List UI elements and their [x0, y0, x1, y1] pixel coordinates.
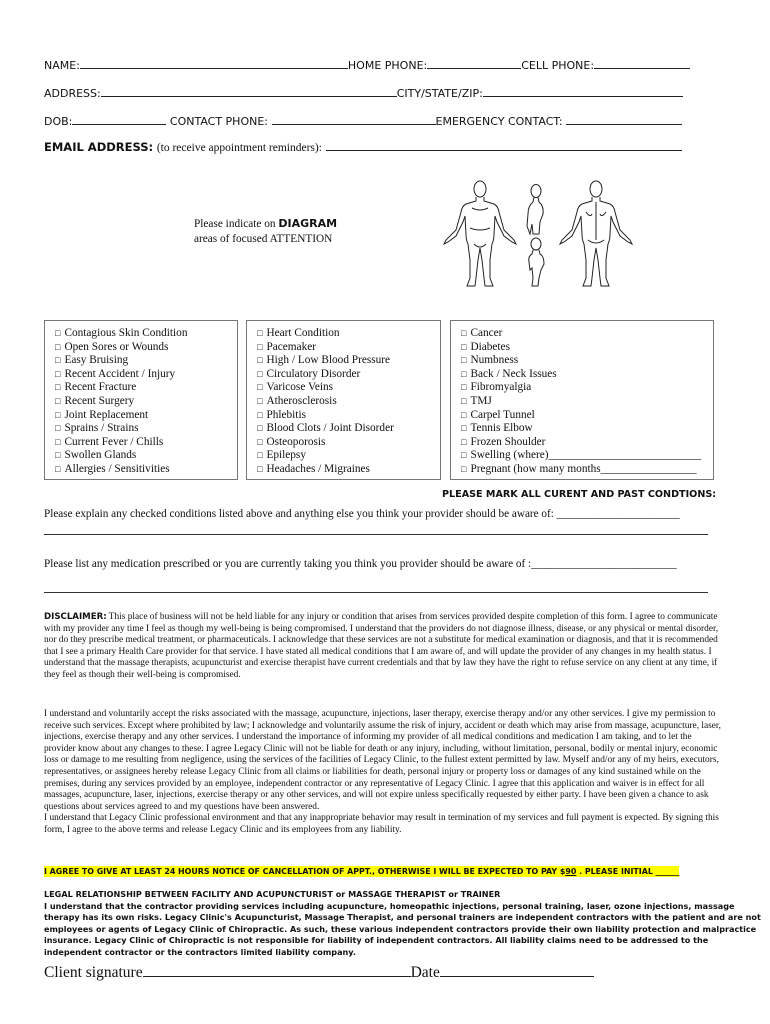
condition-item[interactable]	[257, 449, 440, 463]
condition-item[interactable]	[461, 449, 713, 463]
condition-item[interactable]	[257, 436, 440, 450]
condition-label: Allergies / Sensitivities	[64, 462, 170, 475]
condition-label: Phlebitis	[266, 408, 306, 421]
condition-label: High / Low Blood Pressure	[266, 354, 391, 367]
condition-label: Recent Surgery	[64, 394, 135, 407]
condition-label: Frozen Shoulder	[470, 435, 546, 448]
disclaimer-label: DISCLAIMER:	[44, 612, 107, 622]
checkbox-icon[interactable]: □	[461, 368, 467, 379]
condition-item[interactable]	[257, 368, 440, 382]
condition-label: Back / Neck Issues	[470, 367, 557, 380]
checkbox-icon[interactable]: □	[55, 382, 61, 393]
explain-answer-line[interactable]	[44, 534, 708, 535]
checkbox-icon[interactable]: □	[55, 423, 61, 434]
checkbox-icon[interactable]: □	[55, 436, 61, 447]
cell-phone-label: CELL PHONE:	[521, 59, 595, 72]
condition-item[interactable]	[461, 436, 713, 450]
legal-heading: LEGAL RELATIONSHIP BETWEEN FACILITY AND ACUPUNCTURIST or MASSAGE THERAPIST or TRAINER	[44, 889, 501, 899]
condition-label: TMJ	[470, 394, 492, 407]
body-side-lower-icon	[529, 238, 544, 286]
condition-label: Contagious Skin Condition	[64, 327, 188, 339]
checkbox-icon[interactable]: □	[55, 368, 61, 379]
condition-label: Circulatory Disorder	[266, 367, 361, 380]
checkbox-icon[interactable]: □	[257, 341, 263, 352]
dob-row	[44, 113, 682, 128]
emergency-contact-field[interactable]	[566, 113, 682, 125]
email-field[interactable]	[326, 139, 682, 151]
conditions-col-1	[44, 320, 238, 480]
condition-item[interactable]	[55, 422, 237, 436]
condition-label: Varicose Veins	[266, 381, 334, 394]
checkbox-icon[interactable]: □	[257, 395, 263, 406]
checkbox-icon[interactable]: □	[257, 436, 263, 447]
condition-label: Open Sores or Wounds	[64, 340, 169, 353]
condition-label: Recent Fracture	[64, 381, 137, 394]
checkbox-icon[interactable]: □	[257, 328, 263, 338]
condition-item[interactable]	[257, 381, 440, 395]
condition-item[interactable]	[55, 409, 237, 423]
checkbox-icon[interactable]: □	[461, 436, 467, 447]
date-label: Date	[410, 964, 440, 981]
condition-item[interactable]	[461, 381, 713, 395]
checkbox-icon[interactable]: □	[55, 328, 61, 338]
body-side-upper-icon	[527, 185, 543, 235]
signature-row	[44, 962, 594, 982]
condition-label: Recent Accident / Injury	[64, 367, 176, 380]
city-state-zip-label: CITY/STATE/ZIP:	[396, 87, 483, 100]
condition-item[interactable]	[257, 341, 440, 355]
condition-item[interactable]	[257, 463, 440, 477]
address-field[interactable]	[101, 85, 397, 97]
checkbox-icon[interactable]: □	[55, 341, 61, 352]
contact-phone-label: CONTACT PHONE:	[169, 115, 268, 128]
condition-item[interactable]	[55, 436, 237, 450]
checkbox-icon[interactable]: □	[461, 328, 467, 338]
checkbox-icon[interactable]: □	[461, 395, 467, 406]
condition-item[interactable]	[257, 354, 440, 368]
checkbox-icon[interactable]: □	[257, 368, 263, 379]
condition-item[interactable]	[461, 409, 713, 423]
diagram-prompt: Please indicate on DIAGRAM areas of focused ATTENTION	[194, 217, 338, 245]
condition-item[interactable]	[257, 409, 440, 423]
home-phone-field[interactable]	[427, 57, 521, 69]
checkbox-icon[interactable]: □	[461, 355, 467, 366]
checkbox-icon[interactable]: □	[461, 450, 467, 461]
medication-answer-line[interactable]	[44, 592, 708, 593]
disclaimer-paragraph	[44, 612, 724, 682]
client-signature-label: Client signature	[44, 964, 143, 981]
legal-text: I understand that the contractor providing services including acupuncture, homeopathic injections, personal training, laser, ozone injections, massage therapy has its own risks. Legacy Clinic's Acupuncturist, Massage Therapist, and personal trainers are independent contractors with the patient and are not employees or agents of Legacy Clinic of Chiropractic. As such, these various independent contractors provide their own liability protection and malpractice insurance. Legacy Clinic of Chiropractic is not responsible for liability of independent contractors. All liability claims need to be addressed to the independent contractor or the contractors limited liability company.	[44, 900, 761, 957]
conditions-col-2	[246, 320, 441, 480]
checkbox-icon[interactable]: □	[461, 341, 467, 352]
body-front-icon	[444, 181, 516, 286]
home-phone-label: HOME PHONE:	[347, 59, 428, 72]
condition-item[interactable]	[55, 368, 237, 382]
condition-item[interactable]	[461, 341, 713, 355]
email-row	[44, 139, 682, 154]
consent-text: I understand and voluntarily accept the risks associated with the massage, acupuncture, injections, laser therapy, exercise therapy and/or any other services. I give my permission to receive such services. Except where prohibited by law; I acknowledge and voluntarily assume the risk of injury, accident or death which may arise from massage, acupuncture, laser, injections, exercise therapy and any other services. I understand the importance of informing my provider of all medical conditions and medication I am taking, and to let the provider know about any changes to these. I agree Legacy Clinic will not be liable for death or any injury, including, without limitation, personal, bodily or mental injury, economic loss or damage to me resulting from negligence, using the services of the facilities of Legacy Clinic, to the fullest extent permitted by law. Myself and/or any of my heirs, executors, representatives, or assignees hereby release Legacy Clinic from all claims or liabilities for death, personal injury or property loss or damages of any kind sustained while on the premises, during any services provided by an employee, independent contractor or any representative of Legacy Clinic. I agree that this application and waiver is in effect for all massages, acupuncture, laser, injections, exercise therapy or any other services, and will not expire unless specifically requested by either party. I have been given a chance to ask questions about services agreed to and my questions have been answered.	[44, 709, 721, 812]
condition-label: Epilepsy	[266, 449, 306, 462]
condition-item[interactable]	[461, 395, 713, 409]
condition-label: Pregnant (how many months_________________	[470, 462, 697, 475]
cancellation-initial[interactable]: . PLEASE INITIAL ______	[576, 867, 680, 876]
checkbox-icon[interactable]: □	[257, 355, 263, 366]
condition-item[interactable]	[55, 381, 237, 395]
condition-item[interactable]	[55, 395, 237, 409]
name-row	[44, 57, 690, 72]
condition-item[interactable]	[55, 341, 237, 355]
body-back-icon	[560, 181, 632, 286]
condition-label: Swelling (where)___________________________	[470, 449, 702, 462]
disclaimer-text: This place of business will not be held liable for any injury or condition that arises from services provided despite completion of this form. I agree to communicate with my provider any time I feel as though my well-being is being compromised. I understand that the providers do not diagnose illness, disease, or any physical or mental disorder, nor do they prescribe medical treatment, or pharmaceuticals. I acknowledge that these services are not a substitute for medical examination or diagnosis, and that it is recommended that I see a primary Health Care provider for that service. I have stated all medical conditions that I am aware of, and will update the provider of any changes in my health status. I understand that the massage therapists, acupuncturist and exercise therapist have current credentials and that by law they have the right to refuse service on any client at any time, if they feel as though their well-being is compromised.	[44, 612, 719, 680]
cancellation-amount: 90	[565, 867, 577, 876]
checkbox-icon[interactable]: □	[461, 409, 467, 420]
condition-item[interactable]	[55, 327, 237, 341]
cancellation-notice: I AGREE TO GIVE AT LEAST 24 HOURS NOTICE OF CANCELLATION OF APPT., OTHERWISE I WILL BE EXPECTED TO PAY $90 . PLEASE INITIAL ______	[44, 867, 680, 876]
condition-label: Sprains / Strains	[64, 422, 139, 435]
checkbox-icon[interactable]: □	[257, 463, 263, 474]
checkbox-icon[interactable]: □	[257, 423, 263, 434]
condition-item[interactable]	[461, 463, 713, 477]
condition-item[interactable]	[55, 463, 237, 477]
condition-label: Blood Clots / Joint Disorder	[266, 422, 394, 435]
condition-label: Cancer	[470, 327, 503, 339]
condition-label: Diabetes	[470, 340, 510, 353]
condition-label: Numbness	[470, 354, 519, 367]
emergency-contact-label: EMERGENCY CONTACT:	[435, 115, 563, 128]
checkbox-icon[interactable]: □	[461, 423, 467, 434]
email-note: (to receive appointment reminders):	[156, 142, 322, 154]
city-state-zip-field[interactable]	[483, 85, 683, 97]
legal-section	[44, 889, 764, 959]
checkbox-icon[interactable]: □	[55, 463, 61, 474]
conditions-col-3	[450, 320, 714, 480]
condition-item[interactable]	[257, 422, 440, 436]
body-diagram[interactable]	[440, 178, 636, 290]
condition-label: Osteoporosis	[266, 435, 326, 448]
date-field[interactable]	[440, 962, 594, 977]
checkbox-icon[interactable]: □	[55, 409, 61, 420]
dob-label: DOB:	[44, 115, 73, 128]
condition-label: Fibromyalgia	[470, 381, 532, 394]
dob-field[interactable]	[72, 113, 166, 125]
condition-label: Pacemaker	[266, 340, 316, 353]
consent-text-2: I understand that Legacy Clinic professional environment and that any inappropriate behavior may result in termination of my services and full payment is expected. By signing this form, I agree to the above terms and release Legacy Clinic and its employees from any liability.	[44, 813, 719, 835]
condition-label: Headaches / Migraines	[266, 462, 370, 475]
medication-question: Please list any medication prescribed or you are currently taking you think you provider should be aware of :__________________________	[44, 558, 677, 570]
condition-label: Swollen Glands	[64, 449, 137, 462]
cell-phone-field[interactable]	[594, 57, 690, 69]
checkbox-icon[interactable]: □	[55, 355, 61, 366]
contact-phone-field[interactable]	[272, 113, 436, 125]
name-label: NAME:	[44, 59, 80, 72]
condition-label: Heart Condition	[266, 327, 340, 339]
explain-question: Please explain any checked conditions listed above and anything else you think your provider should be aware of: ______________________	[44, 508, 680, 520]
checkbox-icon[interactable]: □	[257, 409, 263, 420]
condition-label: Current Fever / Chills	[64, 435, 164, 448]
name-field[interactable]	[80, 57, 348, 69]
condition-label: Tennis Elbow	[470, 422, 533, 435]
client-signature-field[interactable]	[143, 962, 411, 977]
checkbox-icon[interactable]: □	[461, 382, 467, 393]
condition-item[interactable]	[257, 395, 440, 409]
condition-item[interactable]	[461, 422, 713, 436]
consent-paragraph	[44, 709, 724, 837]
address-label: ADDRESS:	[44, 87, 101, 100]
condition-label: Easy Bruising	[64, 354, 129, 367]
condition-item[interactable]	[55, 449, 237, 463]
checkbox-icon[interactable]: □	[257, 382, 263, 393]
condition-item[interactable]	[461, 327, 713, 341]
condition-label: Joint Replacement	[64, 408, 149, 421]
condition-label: Atherosclerosis	[266, 394, 337, 407]
checkbox-icon[interactable]: □	[55, 450, 61, 461]
checkbox-icon[interactable]: □	[257, 450, 263, 461]
condition-item[interactable]	[461, 354, 713, 368]
mark-conditions-note: PLEASE MARK ALL CURENT AND PAST CONDTIONS:	[442, 489, 717, 500]
condition-item[interactable]	[55, 354, 237, 368]
email-label: EMAIL ADDRESS:	[44, 140, 154, 154]
checkbox-icon[interactable]: □	[55, 395, 61, 406]
checkbox-icon[interactable]: □	[461, 463, 467, 474]
condition-item[interactable]	[257, 327, 440, 341]
condition-label: Carpel Tunnel	[470, 408, 535, 421]
address-row	[44, 85, 683, 100]
condition-item[interactable]	[461, 368, 713, 382]
